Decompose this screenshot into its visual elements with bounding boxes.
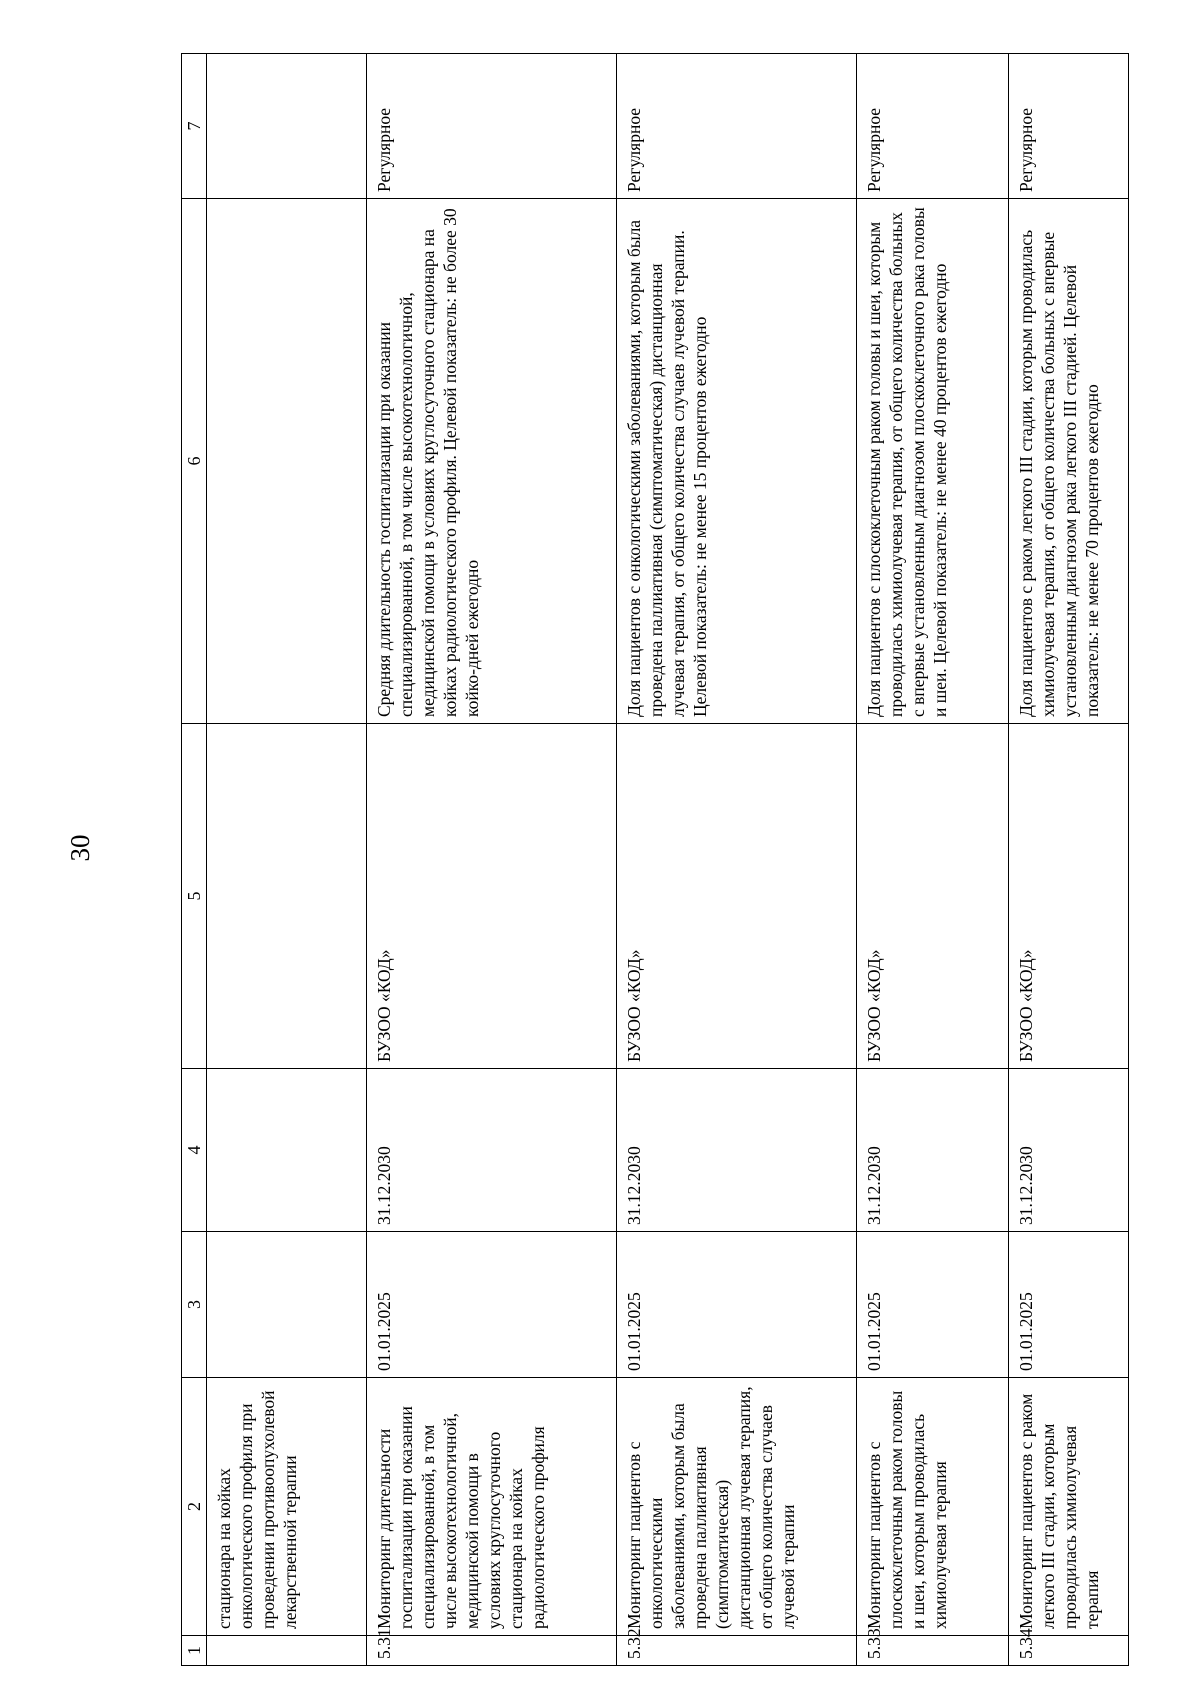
- table-cell-end: 31.12.2030: [617, 1069, 857, 1232]
- table-cell-name: Мониторинг пациентов с плоскоклеточным раком головы и шеи, которым проводилась химиолучевая терапия: [857, 1378, 1009, 1636]
- column-number-header: 6: [182, 199, 207, 724]
- table-cell-indicator: Доля пациентов с раком легкого III стадии, которым проводилась химиолучевая терапия, от общего количества больных с впервые установленным диагнозом рака легкого III стадией. Целевой показатель: не менее 70 процентов ежегодно: [1009, 199, 1129, 724]
- table-cell-frequency: Регулярное: [367, 54, 617, 199]
- table-cell-frequency: Регулярное: [617, 54, 857, 199]
- table-cell-indicator: Средняя длительность госпитализации при оказании специализированной, в том числе высокотехнологичной, медицинской помощи в условиях круглосуточного стационара на койках радиологического профиля. Целевой показатель: не более 30 койко-дней ежегодно: [367, 199, 617, 724]
- table-row: [617, 54, 857, 1666]
- table-row: [367, 54, 617, 1666]
- table-cell-start: [207, 1232, 367, 1378]
- page-number: 30: [65, 834, 95, 862]
- table-cell-name: стационара на койках онкологического профиля при проведении противоопухолевой лекарственной терапии: [207, 1378, 367, 1636]
- table-row: [1009, 54, 1129, 1666]
- column-number-header: 3: [182, 1232, 207, 1378]
- table-cell-executor: БУЗОО «КОД»: [367, 724, 617, 1069]
- table-cell-end: 31.12.2030: [1009, 1069, 1129, 1232]
- table-cell-end: [207, 1069, 367, 1232]
- table-cell-frequency: [207, 54, 367, 199]
- column-number-header: 1: [182, 1636, 207, 1666]
- document-table-container: [181, 54, 1127, 1666]
- column-number-header: 7: [182, 54, 207, 199]
- table-cell-executor: БУЗОО «КОД»: [857, 724, 1009, 1069]
- table-cell-end: 31.12.2030: [367, 1069, 617, 1232]
- table-cell-end: 31.12.2030: [857, 1069, 1009, 1232]
- table-cell-number: 5.33: [857, 1636, 1009, 1666]
- column-number-header-row: [182, 54, 207, 1666]
- table-cell-start: 01.01.2025: [857, 1232, 1009, 1378]
- table-cell-start: 01.01.2025: [617, 1232, 857, 1378]
- table-cell-executor: [207, 724, 367, 1069]
- table-cell-number: 5.32: [617, 1636, 857, 1666]
- table-cell-start: 01.01.2025: [1009, 1232, 1129, 1378]
- table-cell-number: 5.31: [367, 1636, 617, 1666]
- table-cell-name: Мониторинг пациентов с онкологическими заболеваниями, которым была проведена паллиативная (симптоматическая) дистанционная лучевая терапия, от общего количества случаев лучевой терапии: [617, 1378, 857, 1636]
- table-cell-frequency: Регулярное: [1009, 54, 1129, 199]
- table-cell-number: 5.34: [1009, 1636, 1129, 1666]
- table-row: [857, 54, 1009, 1666]
- column-number-header: 2: [182, 1378, 207, 1636]
- table-cell-start: 01.01.2025: [367, 1232, 617, 1378]
- table-cell-name: Мониторинг длительности госпитализации при оказании специализированной, в том числе высокотехнологичной, медицинской помощи в условиях круглосуточного стационара на койках радиологического профиля: [367, 1378, 617, 1636]
- table-cell-number: [207, 1636, 367, 1666]
- column-number-header: 5: [182, 724, 207, 1069]
- column-number-header: 4: [182, 1069, 207, 1232]
- table-cell-indicator: Доля пациентов с онкологическими заболеваниями, которым была проведена паллиативная (симптоматическая) дистанционная лучевая терапия, от общего количества случаев лучевой терапии. Целевой показатель: не менее 15 процентов ежегодно: [617, 199, 857, 724]
- table-cell-indicator: Доля пациентов с плоскоклеточным раком головы и шеи, которым проводилась химиолучевая терапия, от общего количества больных с впервые установленным диагнозом плоскоклеточного рака головы и шеи. Целевой показатель: не менее 40 процентов ежегодно: [857, 199, 1009, 724]
- table-cell-frequency: Регулярное: [857, 54, 1009, 199]
- table-row-continuation: [207, 54, 367, 1666]
- activities-table: [181, 53, 1129, 1666]
- table-cell-name: Мониторинг пациентов с раком легкого III стадии, которым проводилась химиолучевая терапия: [1009, 1378, 1129, 1636]
- table-cell-executor: БУЗОО «КОД»: [1009, 724, 1129, 1069]
- table-cell-executor: БУЗОО «КОД»: [617, 724, 857, 1069]
- table-cell-indicator: [207, 199, 367, 724]
